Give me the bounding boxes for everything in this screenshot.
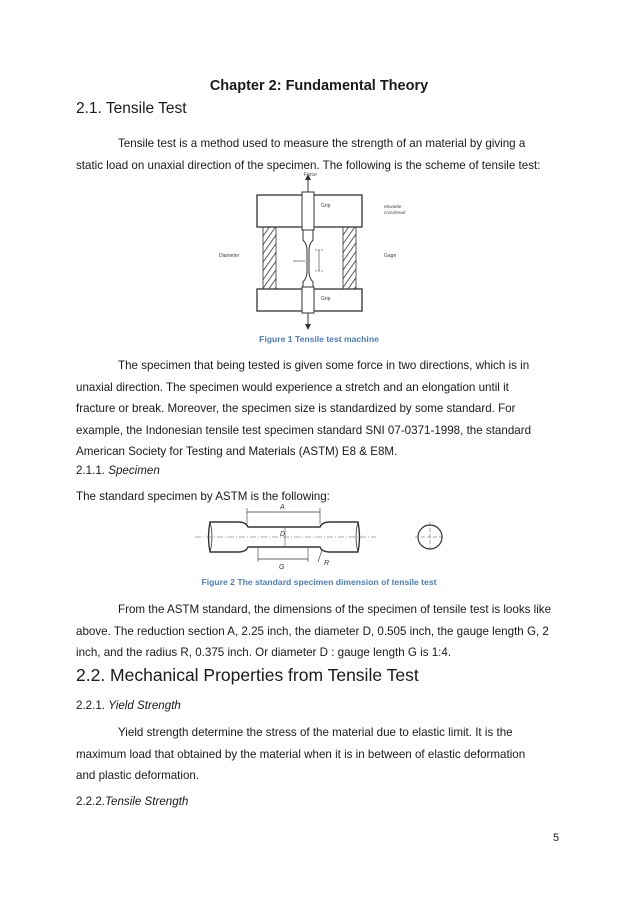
standard-specimen-figure xyxy=(180,500,460,574)
figure-2-caption: Figure 2 The standard specimen dimension of tensile test xyxy=(201,577,437,587)
paragraph-astm-dimensions xyxy=(76,599,562,664)
subsection-number: 2.2.2. xyxy=(76,795,106,808)
subsection-title: Specimen xyxy=(108,464,160,477)
text-line: and plastic deformation. xyxy=(76,769,200,782)
grip-top-label: Grip xyxy=(321,203,331,209)
subsection-heading-2-2-1 xyxy=(76,699,181,712)
tensile-test-machine-figure xyxy=(205,170,435,330)
right-column xyxy=(343,227,356,289)
paragraph-yield-strength xyxy=(76,722,562,787)
text-line: inch, and the radius R, 0.375 inch. Or diameter D : gauge length G is 1:4. xyxy=(76,646,452,659)
moveable-label: Movable xyxy=(384,204,402,209)
subsection-title: Yield Strength xyxy=(108,699,181,712)
text-line: above. The reduction section A, 2.25 inch, the diameter D, 0.505 inch, the gauge length G, 2 xyxy=(76,624,549,638)
text-line: The standard specimen by ASTM is the following: xyxy=(76,490,330,503)
text-line: maximum load that obtained by the material when it is in between of elastic deformation xyxy=(76,747,526,761)
subsection-heading-2-2-2 xyxy=(76,795,188,808)
gage-label: Gage xyxy=(384,253,397,259)
figure-1-caption: Figure 1 Tensile test machine xyxy=(259,334,379,344)
diameter-label: Diameter xyxy=(219,253,240,259)
section-heading-2-2: 2.2. Mechanical Properties from Tensile Test xyxy=(76,665,419,685)
left-column xyxy=(263,227,276,289)
subsection-heading-2-1-1 xyxy=(76,464,160,477)
subsection-title: Tensile Strength xyxy=(105,795,189,808)
dim-a-label: A xyxy=(280,504,285,511)
subsection-number: 2.2.1. xyxy=(76,699,106,712)
text-line: American Society for Testing and Materials (ASTM) E8 & E8M. xyxy=(76,445,398,458)
dim-d-label: D xyxy=(280,531,286,538)
text-line: From the ASTM standard, the dimensions of the specimen of tensile test is looks like xyxy=(118,603,552,616)
section-heading-2-1: 2.1. Tensile Test xyxy=(76,100,187,117)
text-line: static load on unaxial direction of the specimen. The following is the scheme of tensile test: xyxy=(76,158,541,172)
crosshead-label: crosshead xyxy=(384,210,406,215)
text-line: unaxial direction. The specimen would experience a stretch and an elongation until it xyxy=(76,380,509,394)
dim-g-label: G xyxy=(279,564,285,571)
text-line: The specimen that being tested is given some force in two directions, which is in xyxy=(118,359,530,372)
text-line: example, the Indonesian tensile test specimen standard SNI 07-0371-1998, the standard xyxy=(76,423,532,437)
force-label: Force xyxy=(304,172,317,178)
paragraph-specimen-forces xyxy=(76,355,562,463)
page-number: 5 xyxy=(553,832,560,844)
text-line: Yield strength determine the stress of the material due to elastic limit. It is the xyxy=(118,726,513,739)
chapter-title: Chapter 2: Fundamental Theory xyxy=(209,78,429,94)
text-line: fracture or break. Moreover, the specimen size is standardized by some standard. For xyxy=(76,402,516,415)
dim-r-label: R xyxy=(324,560,330,567)
text-line: Tensile test is a method used to measure the strength of an material by giving a xyxy=(118,137,526,150)
subsection-number: 2.1.1. xyxy=(76,464,106,477)
grip-bottom-label: Grip xyxy=(321,296,331,302)
